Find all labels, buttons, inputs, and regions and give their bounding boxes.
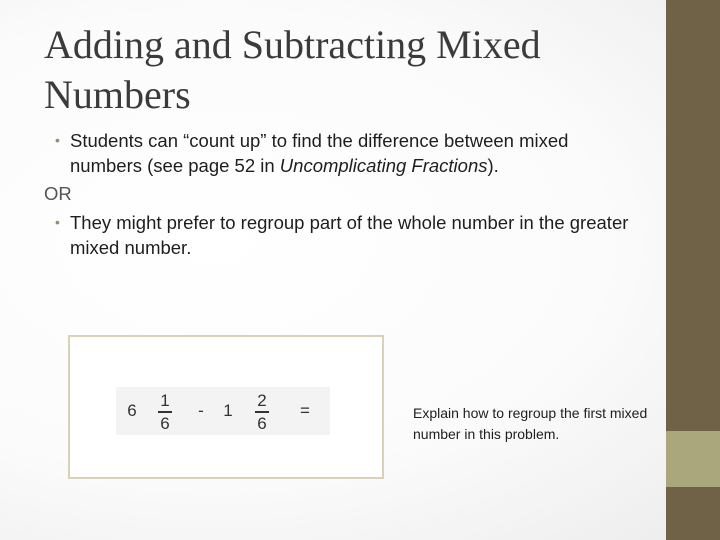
sidebar-accent — [666, 431, 720, 487]
book-title: Uncomplicating Fractions — [279, 155, 488, 176]
bullet-list — [44, 128, 644, 260]
fraction-1 — [158, 391, 172, 433]
numerator-1: 1 — [160, 391, 170, 410]
problem-box — [68, 335, 384, 479]
denominator-2: 6 — [257, 414, 267, 433]
fraction-bar — [158, 411, 172, 413]
fraction-2 — [255, 391, 269, 433]
slide-title: Adding and Subtracting Mixed Numbers — [44, 22, 541, 117]
bullet-dot-icon: • — [55, 132, 60, 148]
whole-number-2: 1 — [223, 401, 233, 420]
equation — [116, 387, 330, 435]
bullet-text: Students can “count up” to find the difference between mixed numbers (see page 52 in — [70, 130, 569, 176]
minus-sign: - — [198, 401, 204, 420]
whole-number-1: 6 — [127, 401, 137, 420]
bullet-dot-icon: • — [55, 214, 60, 230]
bullet-count-up — [44, 128, 644, 178]
fraction-bar — [255, 411, 269, 413]
bullet-text: They might prefer to regroup part of the whole number in the greater mixed number. — [70, 212, 629, 258]
equals-sign: = — [300, 401, 310, 420]
bullet-text-end: ). — [487, 155, 499, 176]
bullet-regroup — [44, 210, 644, 260]
denominator-1: 6 — [160, 414, 170, 433]
explain-prompt: Explain how to regroup the first mixed number in this problem. — [413, 405, 648, 442]
numerator-2: 2 — [257, 391, 267, 410]
or-label: OR — [44, 183, 72, 204]
